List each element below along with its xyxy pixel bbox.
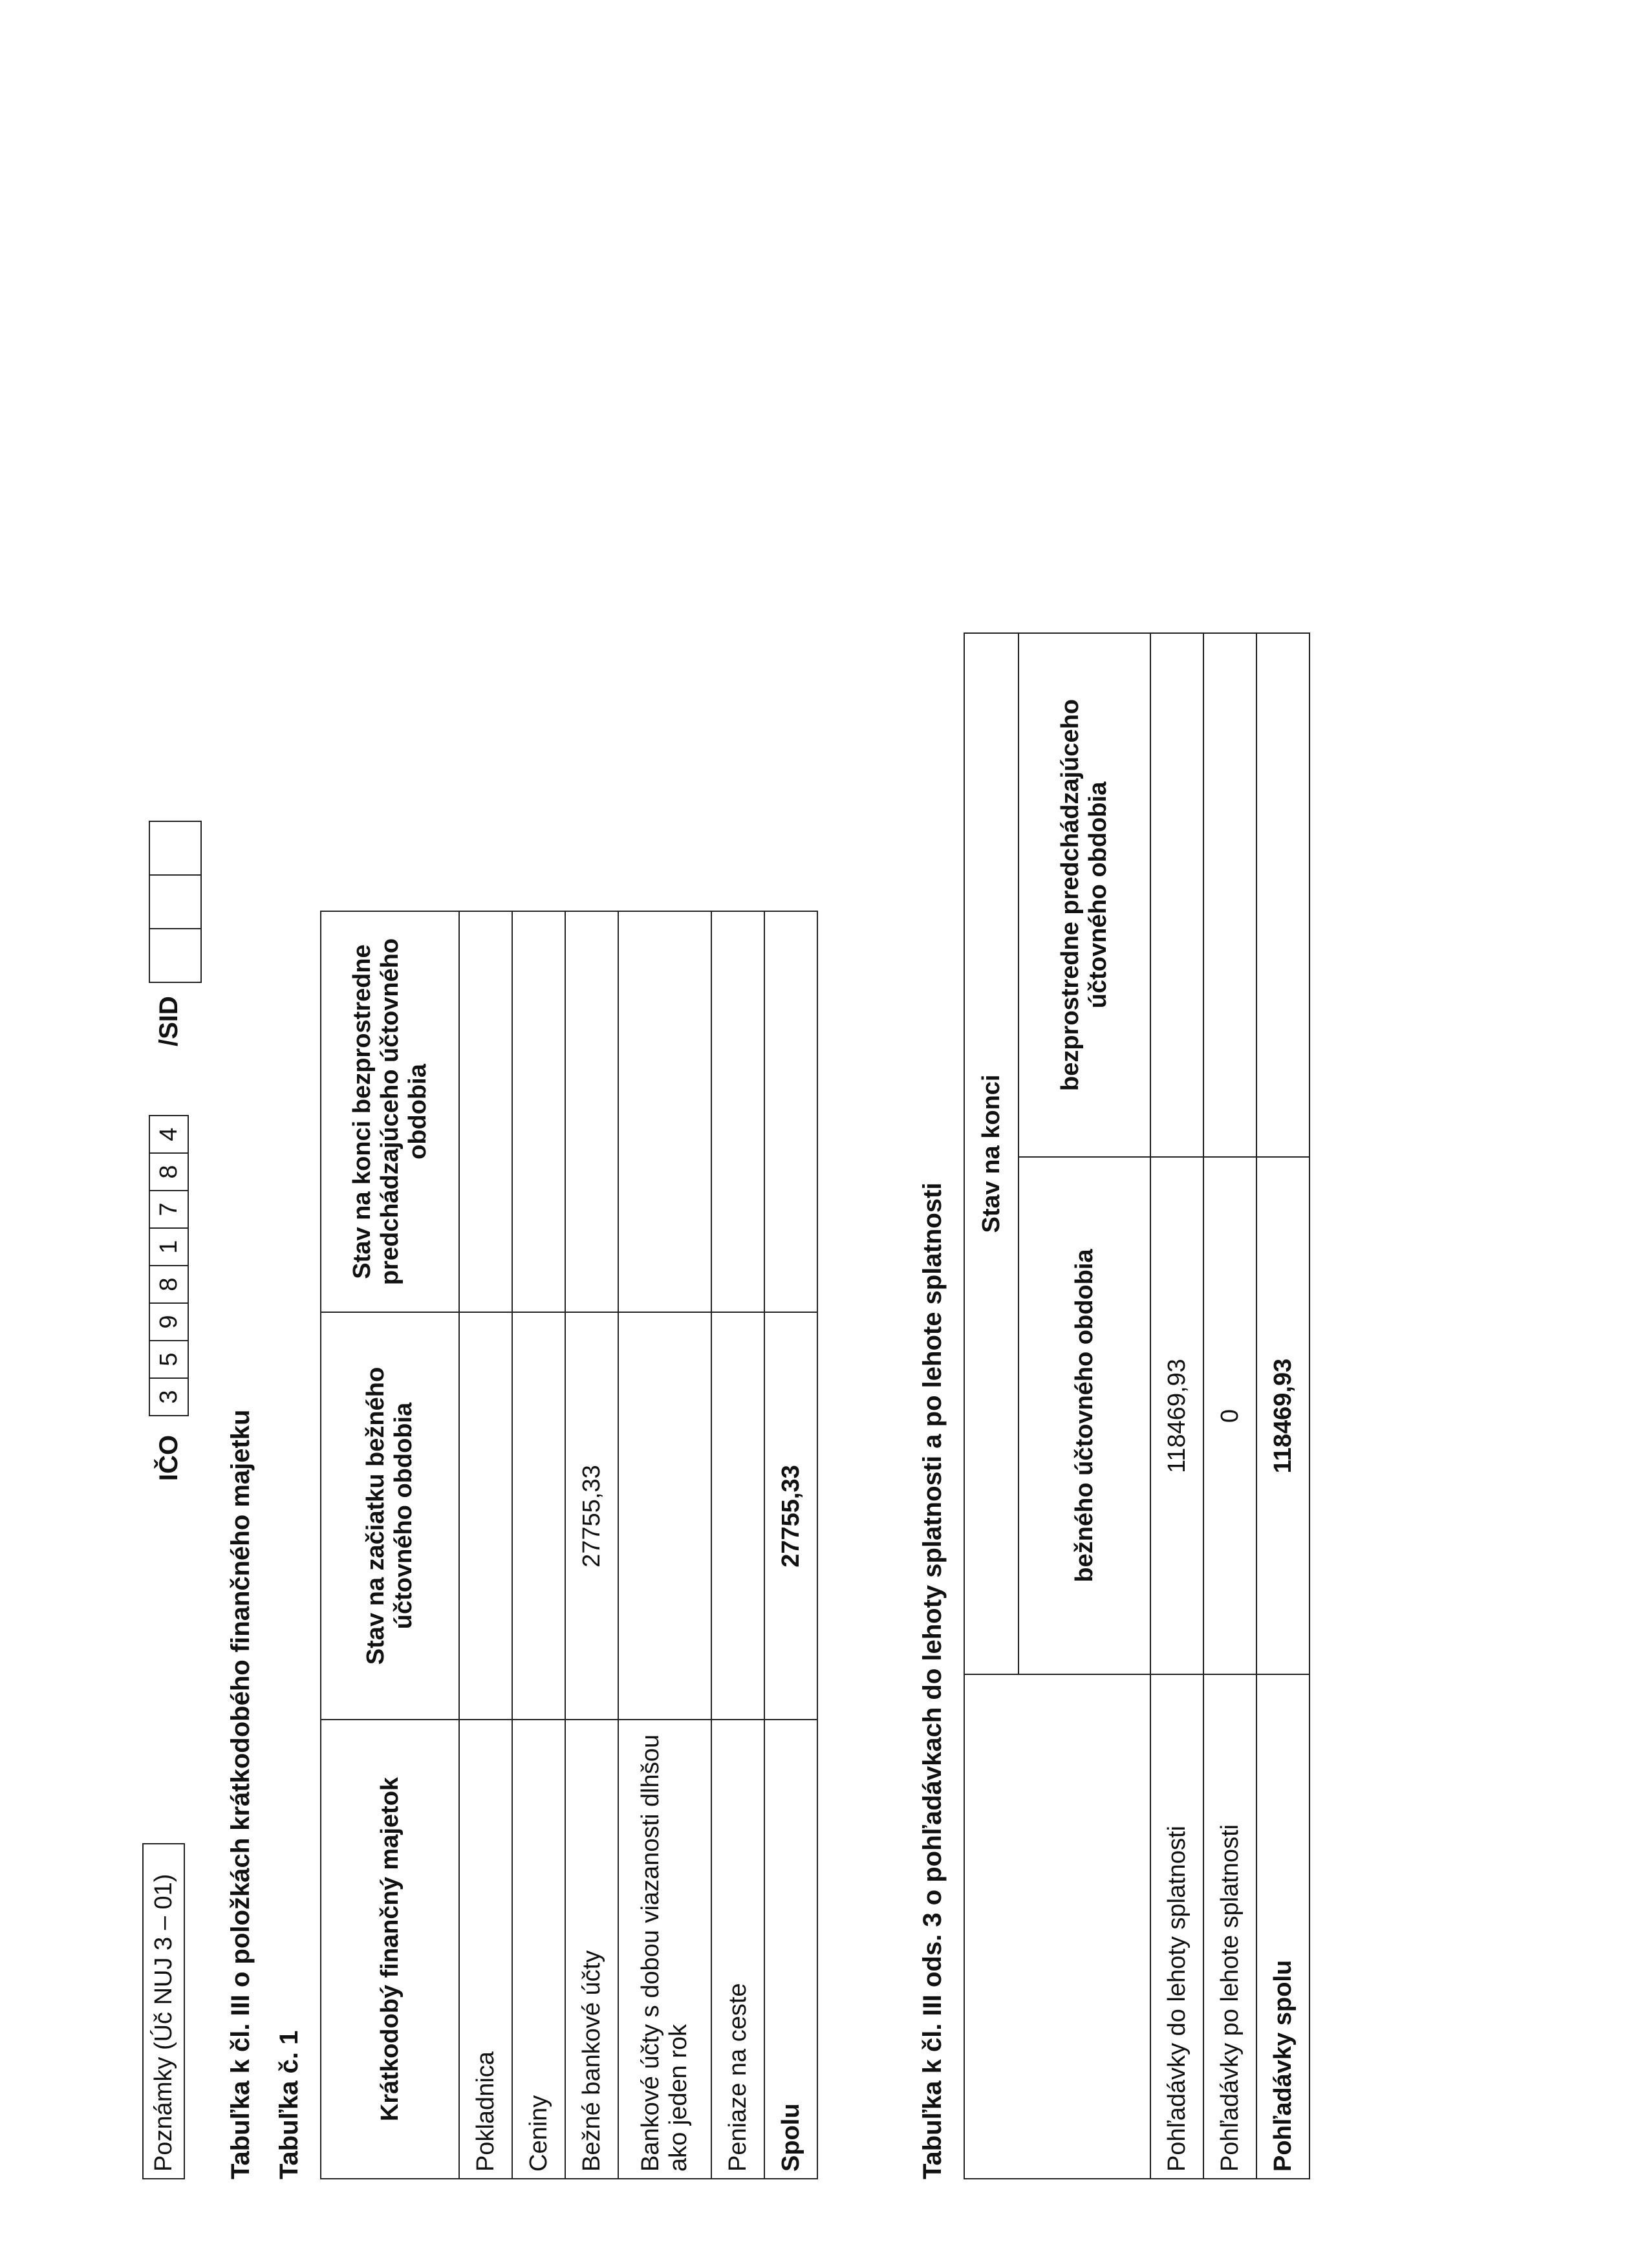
column-header: bezprostredne predchádzajúceho účtovného obdobia bbox=[1018, 633, 1150, 1157]
column-header: Stav na konci bezprostredne predchádzajúceho účtovného obdobia bbox=[321, 911, 459, 1312]
row-label: Pohľadávky spolu bbox=[1256, 1674, 1310, 2179]
receivables-maturity-table bbox=[964, 632, 1310, 2179]
sid-box bbox=[149, 928, 202, 983]
table1-subtitle: Tabuľka č. 1 bbox=[275, 2030, 303, 2179]
sid-boxes bbox=[149, 822, 202, 983]
table-row bbox=[459, 911, 512, 2179]
ico-digit: 9 bbox=[149, 1302, 189, 1341]
value-end-prev bbox=[618, 911, 711, 1312]
row-label: Pohľadávky do lehoty splatnosti bbox=[1150, 1674, 1203, 2179]
table-row bbox=[565, 911, 618, 2179]
ico-digit: 7 bbox=[149, 1190, 189, 1229]
table-total-row bbox=[1256, 633, 1310, 2179]
value-previous bbox=[1150, 633, 1203, 1157]
column-header: bežného účtovného obdobia bbox=[1018, 1157, 1150, 1674]
value-end-prev bbox=[764, 911, 817, 1312]
value-start: 27755,33 bbox=[764, 1312, 817, 1720]
value-start bbox=[512, 1312, 565, 1720]
column-header: Krátkodobý finančný majetok bbox=[321, 1720, 459, 2179]
value-start bbox=[711, 1312, 764, 1720]
table-header-row bbox=[321, 911, 459, 2179]
value-previous bbox=[1203, 633, 1256, 1157]
table-row bbox=[512, 911, 565, 2179]
sid-box bbox=[149, 821, 202, 876]
ico-digit: 3 bbox=[149, 1377, 189, 1416]
ico-digit: 8 bbox=[149, 1265, 189, 1304]
group-header: Stav na konci bbox=[964, 633, 1018, 1674]
table-header-row bbox=[964, 633, 1018, 2179]
table-row bbox=[618, 911, 711, 2179]
value-start bbox=[618, 1312, 711, 1720]
sid-label: /SID bbox=[155, 996, 183, 1046]
value-current: 118469,93 bbox=[1256, 1157, 1310, 1674]
table-row bbox=[711, 911, 764, 2179]
column-header: Stav na začiatku bežného účtovného obdobia bbox=[321, 1312, 459, 1720]
value-previous bbox=[1256, 633, 1310, 1157]
table-total-row bbox=[764, 911, 817, 2179]
sid-box bbox=[149, 874, 202, 929]
value-end-prev bbox=[512, 911, 565, 1312]
table-row bbox=[1203, 633, 1256, 2179]
ico-label: IČO bbox=[155, 1434, 183, 1481]
ico-digit: 1 bbox=[149, 1227, 189, 1266]
row-label: Bankové účty s dobou viazanosti dlhšou ako jeden rok bbox=[618, 1720, 711, 2179]
empty-header-cell bbox=[964, 1674, 1150, 2179]
ico-digit: 4 bbox=[149, 1115, 189, 1154]
row-label: Ceniny bbox=[512, 1720, 565, 2179]
rotated-page bbox=[142, 97, 1397, 2179]
value-end-prev bbox=[711, 911, 764, 1312]
value-end-prev bbox=[459, 911, 512, 1312]
row-label: Spolu bbox=[764, 1720, 817, 2179]
ico-digit: 8 bbox=[149, 1152, 189, 1191]
ico-digit-boxes bbox=[149, 1116, 189, 1416]
row-label: Pohľadávky po lehote splatnosti bbox=[1203, 1674, 1256, 2179]
value-end-prev bbox=[565, 911, 618, 1312]
row-label: Bežné bankové účty bbox=[565, 1720, 618, 2179]
form-code-box: Poznámky (Úč NUJ 3 – 01) bbox=[142, 1843, 185, 2179]
table-row bbox=[1150, 633, 1203, 2179]
row-label: Pokladnica bbox=[459, 1720, 512, 2179]
value-current: 0 bbox=[1203, 1157, 1256, 1674]
value-start bbox=[459, 1312, 512, 1720]
table2-title: Tabuľka k čl. III ods. 3 o pohľadávkach do lehoty splatnosti a po lehote splatnosti bbox=[918, 1182, 947, 2179]
ico-digit: 5 bbox=[149, 1340, 189, 1379]
table1-title: Tabuľka k čl. III o položkách krátkodobého finančného majetku bbox=[226, 1409, 255, 2179]
row-label: Peniaze na ceste bbox=[711, 1720, 764, 2179]
short-term-financial-assets-table bbox=[320, 911, 818, 2179]
value-start: 27755,33 bbox=[565, 1312, 618, 1720]
value-current: 118469,93 bbox=[1150, 1157, 1203, 1674]
